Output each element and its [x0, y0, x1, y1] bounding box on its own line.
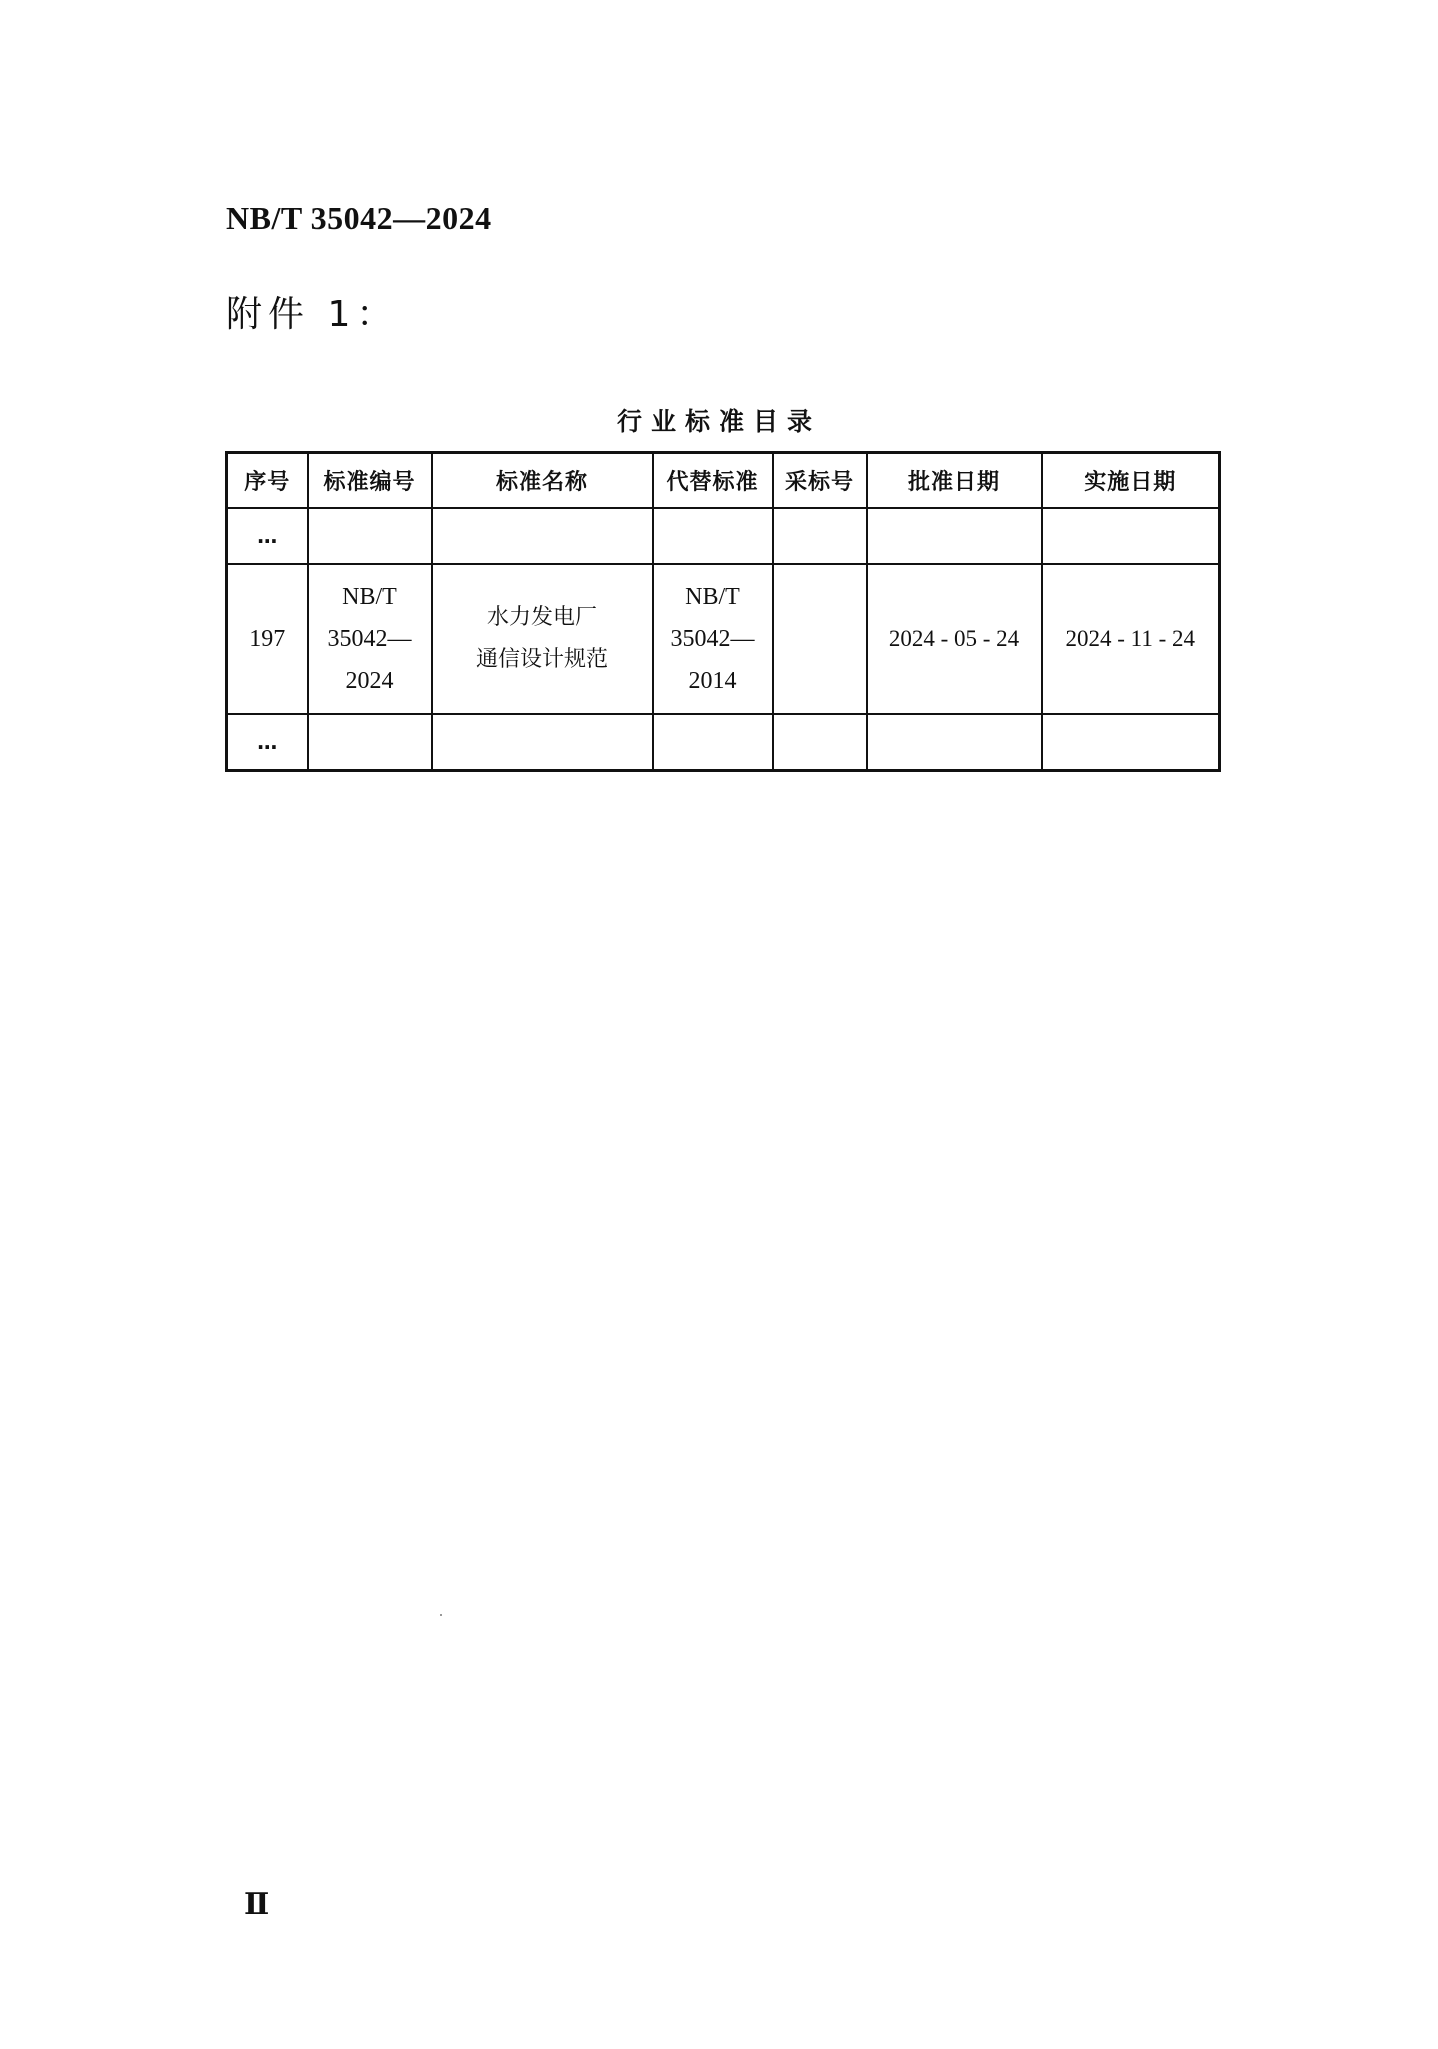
seq-cell: … [227, 508, 308, 564]
table-row [227, 714, 1220, 771]
standard-code-cell [308, 564, 432, 714]
table-row [227, 564, 1220, 714]
replaced-standard-cell [653, 564, 773, 714]
seq-cell: 197 [227, 564, 308, 714]
standard-name-line: 水力发电厂 [486, 605, 597, 630]
page-number: Ⅱ [244, 1888, 270, 1921]
replaced-standard-line: NB/T [685, 584, 740, 610]
empty-cell [773, 508, 867, 564]
empty-cell [773, 714, 867, 771]
replaced-standard-line: 2014 [688, 668, 737, 694]
approval-date-cell: 2024 - 05 - 24 [867, 564, 1042, 714]
column-header-replaced-standard: 代替标准 [653, 453, 773, 509]
document-code: NB/T 35042—2024 [226, 200, 492, 236]
table-header-row [227, 453, 1220, 509]
adopted-number-cell [773, 564, 867, 714]
empty-cell [1042, 714, 1220, 771]
empty-cell [653, 508, 773, 564]
scan-speck [440, 1614, 442, 1616]
empty-cell [308, 508, 432, 564]
column-header-adopted-number: 采标号 [773, 453, 867, 509]
empty-cell [653, 714, 773, 771]
table-title: 行业标准目录 [616, 407, 821, 436]
column-header-standard-name: 标准名称 [432, 453, 653, 509]
empty-cell [432, 508, 653, 564]
effective-date-cell: 2024 - 11 - 24 [1042, 564, 1220, 714]
column-header-seq: 序号 [227, 453, 308, 509]
standard-name-cell [432, 564, 653, 714]
attachment-label: 附件 1： [226, 294, 399, 335]
standard-code-line: 35042— [327, 626, 412, 652]
column-header-effective-date: 实施日期 [1042, 453, 1220, 509]
column-header-approval-date: 批准日期 [867, 453, 1042, 509]
empty-cell [867, 714, 1042, 771]
replaced-standard-line: 35042— [670, 626, 755, 652]
standard-name-line: 通信设计规范 [475, 647, 608, 672]
table-row [227, 508, 1220, 564]
empty-cell [308, 714, 432, 771]
empty-cell [432, 714, 653, 771]
column-header-standard-code: 标准编号 [308, 453, 432, 509]
standards-catalog-table [225, 451, 1221, 772]
empty-cell [867, 508, 1042, 564]
empty-cell [1042, 508, 1220, 564]
seq-cell: … [227, 714, 308, 771]
standard-code-line: 2024 [345, 668, 394, 694]
standard-code-line: NB/T [342, 584, 397, 610]
